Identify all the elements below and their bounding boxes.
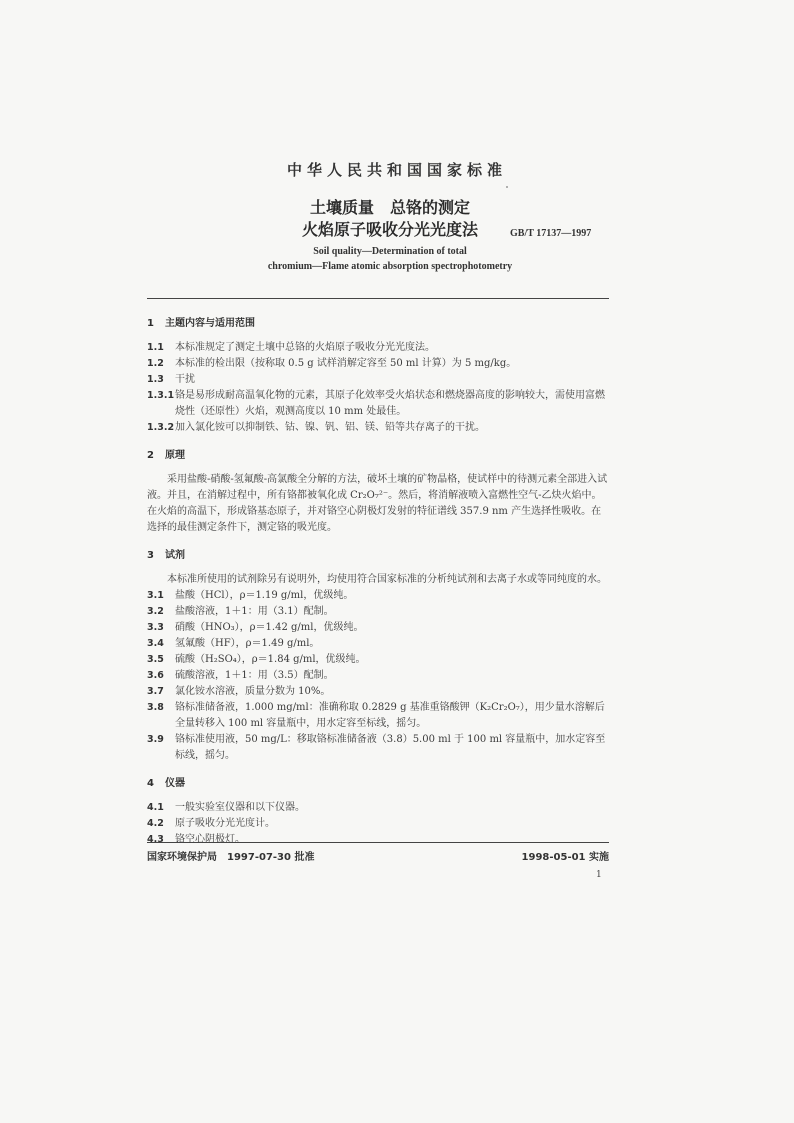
section-title: 原理 [165, 450, 185, 461]
clause-3-1 [147, 588, 609, 604]
section-number: 3 [147, 550, 154, 561]
clause-1-1 [147, 340, 609, 356]
clause-number: 1.2 [147, 358, 164, 369]
clause-text: 氯化铵水溶液，质量分数为 10%。 [175, 686, 331, 697]
clause-number: 3.8 [147, 702, 164, 713]
clause-text: 干扰 [175, 374, 195, 385]
clause-text: 硫酸溶液，1＋1：用（3.5）配制。 [175, 670, 334, 681]
clause-3-5 [147, 652, 609, 668]
clause-number: 1.3.1 [147, 390, 175, 401]
clause-text: 铬是易形成耐高温氧化物的元素，其原子化效率受火焰状态和燃烧器高度的影响较大，需使用富燃烧性（还原性）火焰，观测高度以 10 mm 处最佳。 [175, 390, 605, 417]
clause-number: 3.4 [147, 638, 164, 649]
page-number: 1 [596, 870, 602, 880]
scan-speck [506, 186, 508, 188]
clause-1-3-2 [147, 420, 609, 436]
clause-4-3 [147, 832, 609, 848]
clause-text: 本标准规定了测定土壤中总铬的火焰原子吸收分光光度法。 [175, 342, 435, 353]
clause-3-4 [147, 636, 609, 652]
clause-text: 硝酸（HNO₃），ρ＝1.42 g/ml，优级纯。 [175, 622, 364, 633]
clause-number: 3.7 [147, 686, 164, 697]
title-zh-line2: 火焰原子吸收分光光度法 [301, 220, 478, 239]
section-3-heading [147, 548, 609, 564]
clause-number: 1.3 [147, 374, 164, 385]
clause-3-2 [147, 604, 609, 620]
clause-text: 一般实验室仪器和以下仪器。 [175, 802, 305, 813]
clause-text: 加入氯化铵可以抑制铁、钴、镍、钒、铝、镁、铅等共存离子的干扰。 [175, 422, 485, 433]
principle-paragraph: 采用盐酸-硝酸-氢氟酸-高氯酸全分解的方法，破坏土壤的矿物晶格，使试样中的待测元素全部进入试液。并且，在消解过程中，所有铬都被氧化成 Cr₂O₇²⁻。然后，将消解液喷入富燃性空气-乙炔火焰中。在火焰的高温下，形成铬基态原子，并对铬空心阴极灯发射的特征谱线 357.9 nm 产生选择性吸收。在选择的最佳测定条件下，测定铬的吸光度。 [147, 474, 608, 533]
title-en-line2: chromium—Flame atomic absorption spectrophotometry [267, 261, 513, 272]
clause-text: 本标准的检出限（按称取 0.5 g 试样消解定容至 50 ml 计算）为 5 mg/kg。 [175, 358, 517, 369]
clause-number: 4.1 [147, 802, 164, 813]
section-number: 2 [147, 450, 154, 461]
clause-3-3 [147, 620, 609, 636]
section-number: 4 [147, 778, 154, 789]
section-4-heading [147, 776, 609, 792]
clause-text: 铬标准使用液，50 mg/L：移取铬标准储备液（3.8）5.00 ml 于 100 ml 容量瓶中，加水定容至标线，摇匀。 [175, 734, 606, 761]
clause-1-3-1 [147, 388, 609, 420]
clause-number: 3.1 [147, 590, 164, 601]
clause-text: 氢氟酸（HF），ρ＝1.49 g/ml。 [175, 638, 320, 649]
clause-3-6 [147, 668, 609, 684]
header-divider [147, 298, 609, 299]
reagents-intro: 本标准所使用的试剂除另有说明外，均使用符合国家标准的分析纯试剂和去离子水或等同纯度的水。 [167, 574, 607, 585]
clause-text: 硫酸（H₂SO₄），ρ＝1.84 g/ml，优级纯。 [175, 654, 366, 665]
clause-number: 1.1 [147, 342, 164, 353]
clause-number: 1.3.2 [147, 422, 175, 433]
clause-text: 盐酸（HCl），ρ＝1.19 g/ml，优级纯。 [175, 590, 354, 601]
clause-text: 原子吸收分光光度计。 [175, 818, 275, 829]
clause-number: 3.2 [147, 606, 164, 617]
title-zh-line1: 土壤质量 总铬的测定 [309, 198, 470, 217]
section-1-heading [147, 316, 609, 332]
section-title: 试剂 [165, 550, 185, 561]
clause-text: 铬空心阴极灯。 [175, 834, 245, 845]
clause-3-7 [147, 684, 609, 700]
national-standard-header: 中华人民共和国国家标准 [286, 161, 507, 179]
effective-date: 1998-05-01 实施 [521, 852, 609, 863]
standard-code: GB/T 17137—1997 [510, 228, 592, 239]
section-number: 1 [147, 318, 154, 329]
footer-divider [147, 842, 609, 843]
clause-1-3 [147, 372, 609, 388]
clause-1-2 [147, 356, 609, 372]
clause-number: 3.6 [147, 670, 164, 681]
clause-number: 4.3 [147, 834, 164, 845]
clause-number: 3.9 [147, 734, 164, 745]
clause-number: 4.2 [147, 818, 164, 829]
clause-4-2 [147, 816, 609, 832]
clause-3-8 [147, 700, 609, 732]
document-body [147, 316, 609, 848]
clause-number: 3.3 [147, 622, 164, 633]
document-title-zh [290, 197, 490, 241]
section-title: 仪器 [165, 778, 185, 789]
clause-4-1 [147, 800, 609, 816]
title-en-line1: Soil quality—Determination of total [313, 246, 467, 257]
section-2-heading [147, 448, 609, 464]
approval-info: 国家环境保护局 1997-07-30 批准 [147, 852, 315, 863]
clause-3-9 [147, 732, 609, 764]
section-title: 主题内容与适用范围 [165, 318, 255, 329]
document-title-en [240, 244, 540, 274]
clause-text: 盐酸溶液，1＋1：用（3.1）配制。 [175, 606, 334, 617]
clause-text: 铬标准储备液，1.000 mg/ml：准确称取 0.2829 g 基准重铬酸钾（K₂Cr₂O₇），用少量水溶解后全量转移入 100 ml 容量瓶中，用水定容至标线，摇匀。 [175, 702, 605, 729]
clause-number: 3.5 [147, 654, 164, 665]
